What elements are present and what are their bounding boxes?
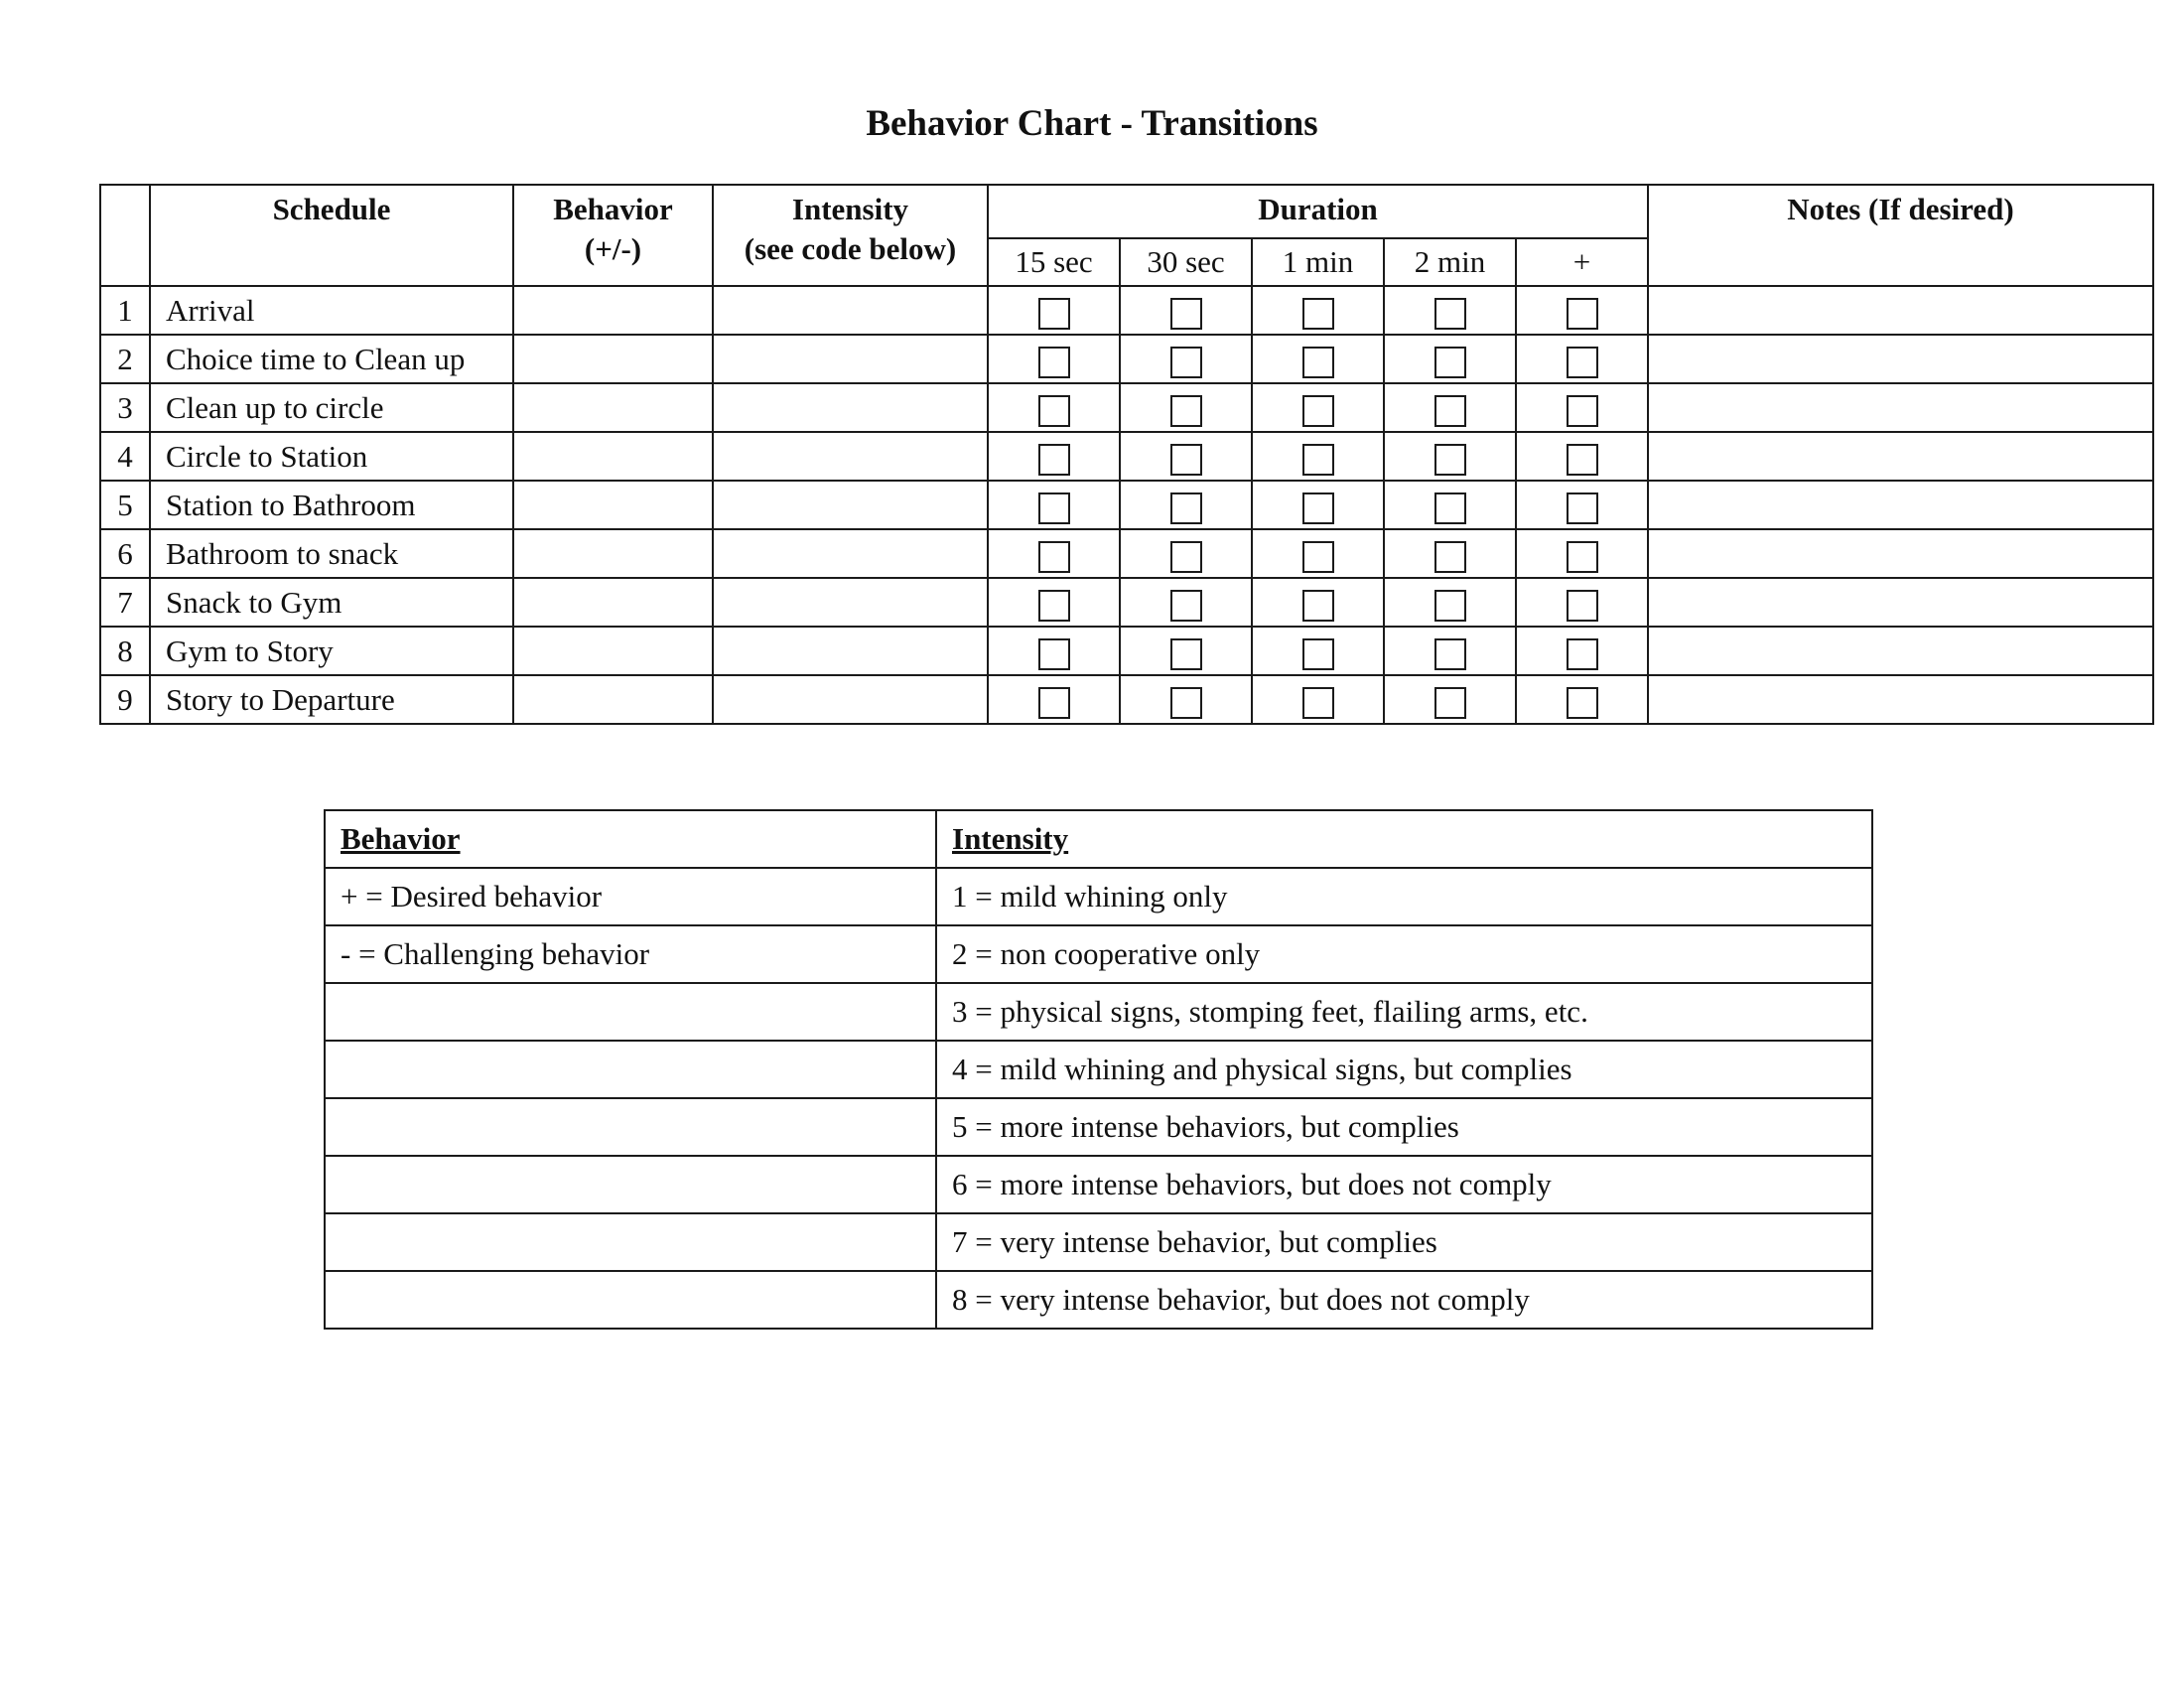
table-row	[100, 529, 2153, 578]
duration-cell	[1252, 432, 1384, 481]
duration-cell	[1384, 335, 1516, 383]
duration-checkbox[interactable]	[1038, 444, 1070, 476]
duration-cell	[1120, 578, 1252, 627]
duration-checkbox[interactable]	[1170, 395, 1202, 427]
duration-checkbox[interactable]	[1434, 444, 1466, 476]
duration-cell	[1516, 481, 1648, 529]
schedule-cell: Arrival	[150, 286, 513, 335]
row-number: 6	[100, 529, 150, 578]
duration-checkbox[interactable]	[1434, 347, 1466, 378]
table-row	[100, 578, 2153, 627]
duration-cell	[1384, 432, 1516, 481]
duration-cell	[988, 675, 1120, 724]
duration-header: Duration	[988, 185, 1648, 238]
behavior-code	[325, 1213, 936, 1271]
duration-cell	[1384, 675, 1516, 724]
notes-cell[interactable]	[1648, 529, 2153, 578]
duration-30-sec-header: 30 sec	[1120, 238, 1252, 286]
intensity-cell[interactable]	[713, 627, 988, 675]
intensity-code: 1 = mild whining only	[936, 868, 1872, 925]
schedule-cell: Clean up to circle	[150, 383, 513, 432]
duration-cell	[1384, 481, 1516, 529]
legend-row	[325, 1098, 1872, 1156]
duration-cell	[1252, 286, 1384, 335]
behavior-cell[interactable]	[513, 627, 713, 675]
duration-checkbox[interactable]	[1302, 492, 1334, 524]
duration-checkbox[interactable]	[1302, 444, 1334, 476]
legend-row	[325, 1156, 1872, 1213]
duration-checkbox[interactable]	[1302, 638, 1334, 670]
duration-checkbox[interactable]	[1434, 492, 1466, 524]
schedule-header: Schedule	[150, 185, 513, 286]
duration-cell	[1252, 627, 1384, 675]
intensity-code: 4 = mild whining and physical signs, but complies	[936, 1041, 1872, 1098]
behavior-cell[interactable]	[513, 675, 713, 724]
intensity-cell[interactable]	[713, 286, 988, 335]
duration-checkbox[interactable]	[1302, 395, 1334, 427]
duration-checkbox[interactable]	[1434, 298, 1466, 330]
duration-cell	[988, 627, 1120, 675]
duration-checkbox[interactable]	[1567, 492, 1598, 524]
duration-plus-header: +	[1516, 238, 1648, 286]
duration-cell	[1516, 675, 1648, 724]
table-row	[100, 383, 2153, 432]
duration-checkbox[interactable]	[1567, 590, 1598, 622]
row-number: 9	[100, 675, 150, 724]
duration-cell	[1252, 481, 1384, 529]
duration-checkbox[interactable]	[1038, 590, 1070, 622]
behavior-chart-table	[99, 184, 2154, 725]
duration-checkbox[interactable]	[1038, 541, 1070, 573]
duration-cell	[1120, 335, 1252, 383]
legend-row	[325, 983, 1872, 1041]
legend-row	[325, 1271, 1872, 1329]
notes-cell[interactable]	[1648, 432, 2153, 481]
notes-cell[interactable]	[1648, 578, 2153, 627]
duration-checkbox[interactable]	[1038, 395, 1070, 427]
duration-cell	[1516, 578, 1648, 627]
duration-cell	[1384, 286, 1516, 335]
header-row	[100, 185, 2153, 238]
intensity-cell[interactable]	[713, 432, 988, 481]
duration-cell	[1120, 675, 1252, 724]
duration-checkbox[interactable]	[1170, 638, 1202, 670]
duration-checkbox[interactable]	[1302, 347, 1334, 378]
duration-checkbox[interactable]	[1434, 541, 1466, 573]
legend-header-row	[325, 810, 1872, 868]
legend-row	[325, 868, 1872, 925]
notes-cell[interactable]	[1648, 675, 2153, 724]
duration-cell	[1120, 432, 1252, 481]
intensity-cell[interactable]	[713, 529, 988, 578]
schedule-cell: Circle to Station	[150, 432, 513, 481]
duration-checkbox[interactable]	[1170, 444, 1202, 476]
duration-checkbox[interactable]	[1434, 638, 1466, 670]
notes-cell[interactable]	[1648, 627, 2153, 675]
row-number: 2	[100, 335, 150, 383]
duration-2-min-header: 2 min	[1384, 238, 1516, 286]
duration-cell	[1384, 578, 1516, 627]
row-number: 1	[100, 286, 150, 335]
duration-checkbox[interactable]	[1302, 687, 1334, 719]
duration-cell	[1516, 432, 1648, 481]
duration-cell	[1516, 383, 1648, 432]
table-row	[100, 286, 2153, 335]
behavior-cell[interactable]	[513, 578, 713, 627]
duration-cell	[1384, 529, 1516, 578]
duration-cell	[1384, 383, 1516, 432]
duration-cell	[1120, 481, 1252, 529]
behavior-code	[325, 983, 936, 1041]
intensity-code: 2 = non cooperative only	[936, 925, 1872, 983]
table-row	[100, 432, 2153, 481]
behavior-header: Behavior (+/-)	[513, 185, 713, 286]
behavior-cell[interactable]	[513, 383, 713, 432]
table-row	[100, 335, 2153, 383]
duration-cell	[1120, 627, 1252, 675]
duration-checkbox[interactable]	[1170, 687, 1202, 719]
intensity-cell[interactable]	[713, 383, 988, 432]
duration-checkbox[interactable]	[1567, 541, 1598, 573]
duration-cell	[988, 481, 1120, 529]
duration-checkbox[interactable]	[1567, 347, 1598, 378]
intensity-code: 7 = very intense behavior, but complies	[936, 1213, 1872, 1271]
behavior-code	[325, 1098, 936, 1156]
behavior-code	[325, 1041, 936, 1098]
intensity-cell[interactable]	[713, 675, 988, 724]
duration-checkbox[interactable]	[1434, 590, 1466, 622]
duration-checkbox[interactable]	[1567, 444, 1598, 476]
intensity-cell[interactable]	[713, 578, 988, 627]
duration-cell	[1516, 335, 1648, 383]
notes-header: Notes (If desired)	[1648, 185, 2153, 286]
intensity-code: 6 = more intense behaviors, but does not comply	[936, 1156, 1872, 1213]
table-row	[100, 675, 2153, 724]
intensity-header: Intensity (see code below)	[713, 185, 988, 286]
legend-row	[325, 925, 1872, 983]
duration-cell	[1252, 578, 1384, 627]
behavior-code	[325, 1156, 936, 1213]
intensity-cell[interactable]	[713, 335, 988, 383]
duration-checkbox[interactable]	[1170, 541, 1202, 573]
row-number: 7	[100, 578, 150, 627]
duration-cell	[1120, 286, 1252, 335]
duration-checkbox[interactable]	[1170, 590, 1202, 622]
duration-checkbox[interactable]	[1302, 541, 1334, 573]
legend-table	[324, 809, 1873, 1330]
duration-checkbox[interactable]	[1302, 590, 1334, 622]
schedule-cell: Snack to Gym	[150, 578, 513, 627]
schedule-cell: Choice time to Clean up	[150, 335, 513, 383]
legend-row	[325, 1041, 1872, 1098]
notes-cell[interactable]	[1648, 481, 2153, 529]
row-number: 8	[100, 627, 150, 675]
row-number: 5	[100, 481, 150, 529]
row-number: 4	[100, 432, 150, 481]
table-row	[100, 627, 2153, 675]
duration-cell	[988, 383, 1120, 432]
behavior-code: - = Challenging behavior	[325, 925, 936, 983]
table-row	[100, 481, 2153, 529]
duration-cell	[988, 578, 1120, 627]
duration-checkbox[interactable]	[1434, 687, 1466, 719]
page-title: Behavior Chart - Transitions	[866, 103, 1318, 144]
duration-checkbox[interactable]	[1567, 298, 1598, 330]
legend-row	[325, 1213, 1872, 1271]
duration-cell	[1252, 529, 1384, 578]
duration-cell	[988, 335, 1120, 383]
duration-cell	[1516, 529, 1648, 578]
duration-checkbox[interactable]	[1170, 492, 1202, 524]
behavior-cell[interactable]	[513, 529, 713, 578]
duration-cell	[1252, 335, 1384, 383]
duration-1-min-header: 1 min	[1252, 238, 1384, 286]
behavior-cell[interactable]	[513, 432, 713, 481]
schedule-cell: Gym to Story	[150, 627, 513, 675]
schedule-cell: Station to Bathroom	[150, 481, 513, 529]
duration-checkbox[interactable]	[1038, 347, 1070, 378]
duration-checkbox[interactable]	[1567, 638, 1598, 670]
duration-cell	[1384, 627, 1516, 675]
duration-cell	[1516, 286, 1648, 335]
behavior-cell[interactable]	[513, 481, 713, 529]
duration-checkbox[interactable]	[1567, 395, 1598, 427]
duration-cell	[1120, 383, 1252, 432]
duration-cell	[1516, 627, 1648, 675]
legend-behavior-header: Behavior	[325, 810, 936, 868]
behavior-code: + = Desired behavior	[325, 868, 936, 925]
duration-checkbox[interactable]	[1434, 395, 1466, 427]
duration-cell	[988, 432, 1120, 481]
duration-checkbox[interactable]	[1038, 687, 1070, 719]
duration-checkbox[interactable]	[1038, 638, 1070, 670]
notes-cell[interactable]	[1648, 383, 2153, 432]
intensity-cell[interactable]	[713, 481, 988, 529]
duration-cell	[988, 286, 1120, 335]
intensity-code: 3 = physical signs, stomping feet, flailing arms, etc.	[936, 983, 1872, 1041]
duration-cell	[1120, 529, 1252, 578]
duration-checkbox[interactable]	[1038, 492, 1070, 524]
duration-cell	[988, 529, 1120, 578]
duration-checkbox[interactable]	[1038, 298, 1070, 330]
duration-cell	[1252, 675, 1384, 724]
duration-cell	[1252, 383, 1384, 432]
duration-checkbox[interactable]	[1567, 687, 1598, 719]
notes-cell[interactable]	[1648, 286, 2153, 335]
behavior-code	[325, 1271, 936, 1329]
schedule-cell: Story to Departure	[150, 675, 513, 724]
duration-checkbox[interactable]	[1170, 298, 1202, 330]
duration-15-sec-header: 15 sec	[988, 238, 1120, 286]
row-number-header	[100, 185, 150, 286]
legend-intensity-header: Intensity	[936, 810, 1872, 868]
duration-checkbox[interactable]	[1302, 298, 1334, 330]
intensity-code: 5 = more intense behaviors, but complies	[936, 1098, 1872, 1156]
behavior-cell[interactable]	[513, 335, 713, 383]
row-number: 3	[100, 383, 150, 432]
notes-cell[interactable]	[1648, 335, 2153, 383]
behavior-cell[interactable]	[513, 286, 713, 335]
duration-checkbox[interactable]	[1170, 347, 1202, 378]
intensity-code: 8 = very intense behavior, but does not comply	[936, 1271, 1872, 1329]
schedule-cell: Bathroom to snack	[150, 529, 513, 578]
